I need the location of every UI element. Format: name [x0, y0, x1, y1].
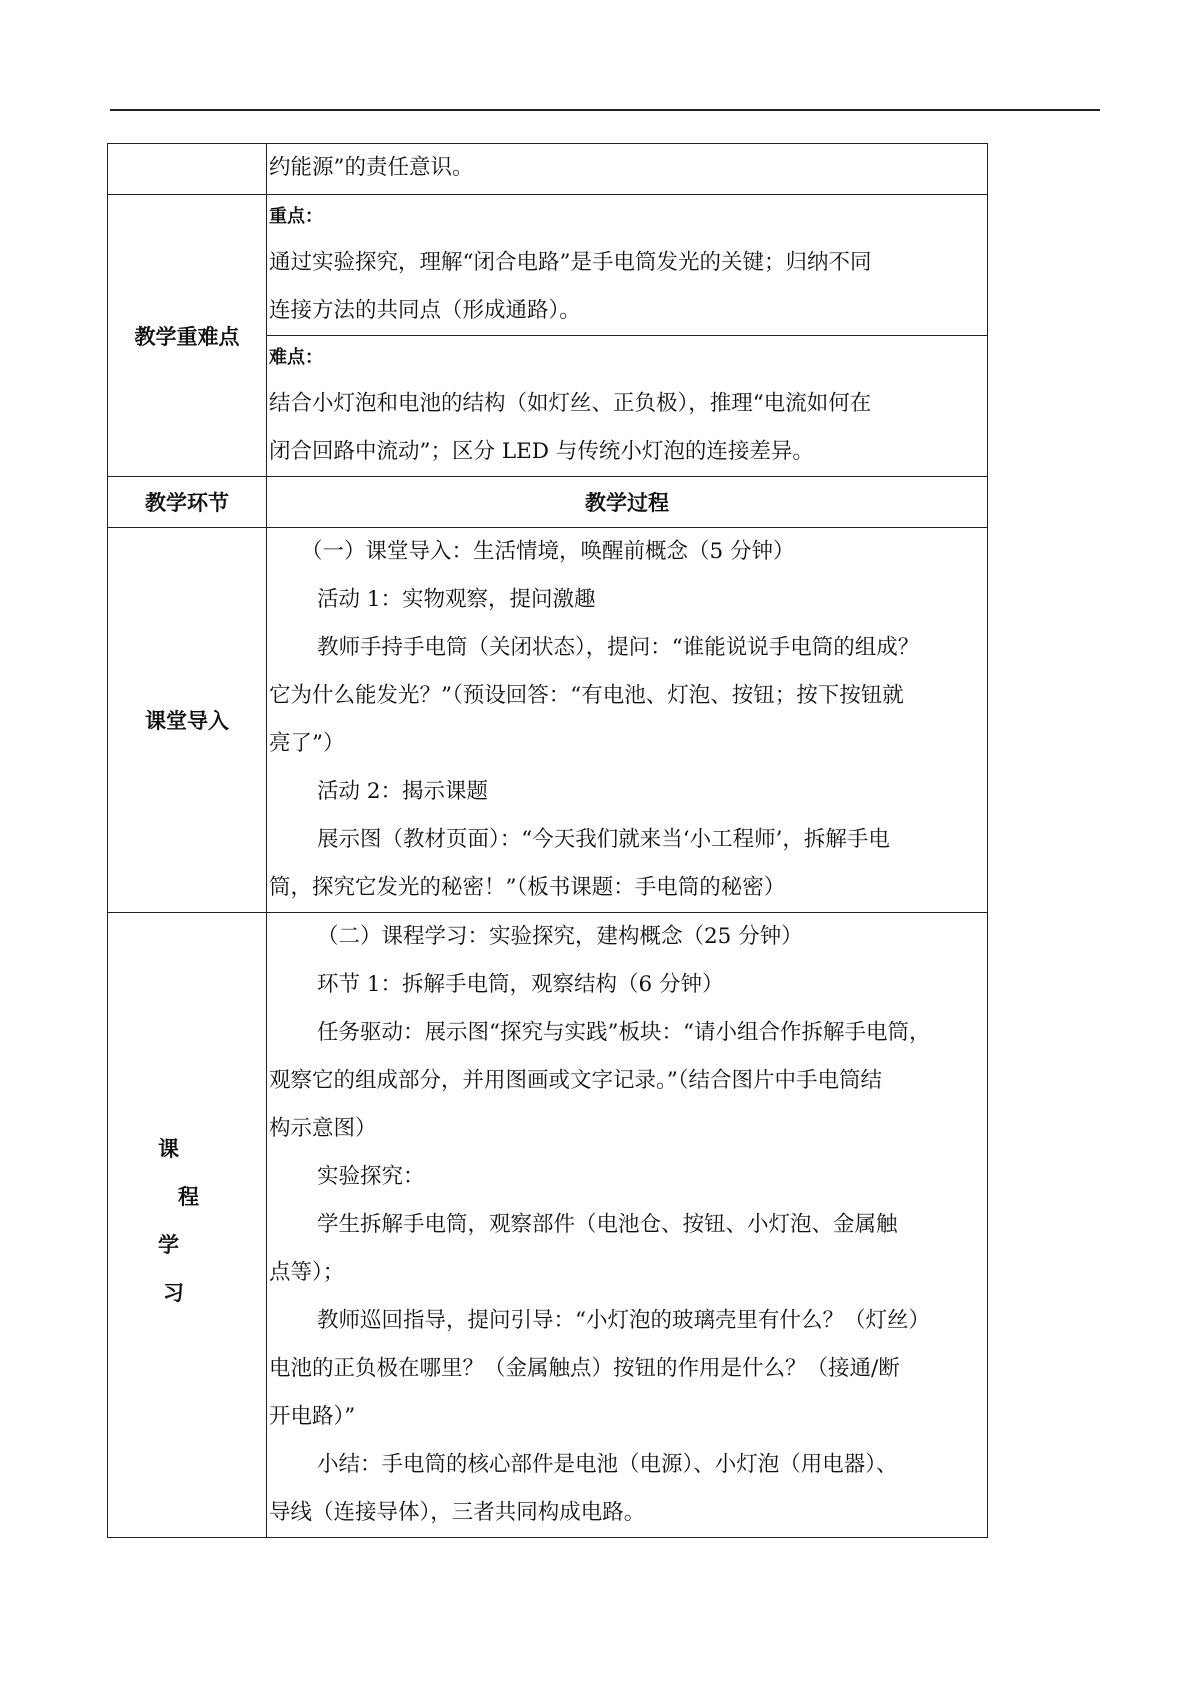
content-cell: [267, 195, 988, 336]
paragraph: 观察它的组成部分，并用图画或文字记录。”（结合图片中手电筒结: [269, 1068, 882, 1093]
paragraph: 电池的正负极在哪里？（金属触点）按钮的作用是什么？（接通/断: [269, 1356, 900, 1381]
paragraph: 实验探究：: [317, 1164, 425, 1189]
row-label: 课堂导入: [108, 528, 267, 913]
content-cell: [267, 336, 988, 477]
paragraph: 点等）；: [269, 1260, 345, 1285]
paragraph: 活动 1：实物观察，提问激趣: [317, 587, 596, 612]
label-char: 程: [178, 1185, 199, 1209]
paragraph: 连接方法的共同点（形成通路）。: [269, 298, 581, 323]
row-label: [108, 913, 267, 1538]
lesson-plan-table: [107, 143, 988, 1538]
content-cell: [267, 913, 988, 1538]
table-row: [108, 528, 988, 913]
column-header: 教学环节: [108, 477, 267, 528]
paragraph: 活动 2：揭示课题: [317, 779, 489, 804]
paragraph: 筒，探究它发光的秘密！”（板书课题：手电筒的秘密）: [269, 875, 786, 900]
paragraph: （二）课程学习：实验探究，建构概念（25 分钟）: [317, 924, 803, 949]
label-char: 学: [158, 1233, 179, 1257]
subheading: 难点：: [269, 347, 323, 368]
paragraph: 环节 1：拆解手电筒，观察结构（6 分钟）: [317, 972, 724, 997]
table-row: [108, 144, 988, 195]
header-rule: [110, 109, 1100, 111]
paragraph: 学生拆解手电筒，观察部件（电池仓、按钮、小灯泡、金属触: [317, 1212, 898, 1237]
paragraph: 展示图（教材页面）：“今天我们就来当‘小工程师’，拆解手电: [317, 827, 890, 852]
paragraph: 开电路）”: [269, 1404, 356, 1429]
paragraph: 构示意图）: [269, 1116, 377, 1141]
label-char: 课: [158, 1137, 179, 1161]
paragraph: 任务驱动：展示图“探究与实践”板块：“请小组合作拆解手电筒，: [317, 1020, 931, 1045]
table-row: [108, 913, 988, 1538]
column-header: 教学过程: [267, 477, 988, 528]
row-label: 教学重难点: [108, 195, 267, 477]
paragraph: 结合小灯泡和电池的结构（如灯丝、正负极），推理“电流如何在: [269, 391, 872, 416]
paragraph: 教师巡回指导，提问引导：“小灯泡的玻璃壳里有什么？（灯丝）: [317, 1308, 930, 1333]
label-char: 习: [163, 1281, 184, 1305]
paragraph: 亮了”）: [269, 731, 345, 756]
paragraph: 导线（连接导体），三者共同构成电路。: [269, 1500, 646, 1525]
table-row: [108, 477, 988, 528]
content-cell: [267, 144, 988, 195]
paragraph: 教师手持手电筒（关闭状态），提问：“谁能说说手电筒的组成？: [317, 635, 920, 660]
paragraph: 闭合回路中流动”；区分 LED 与传统小灯泡的连接差异。: [269, 439, 814, 464]
subheading: 重点：: [269, 206, 323, 227]
paragraph: 小结：手电筒的核心部件是电池（电源）、小灯泡（用电器）、: [317, 1452, 898, 1477]
paragraph: （一）课堂导入：生活情境，唤醒前概念（5 分钟）: [301, 539, 795, 564]
paragraph: 它为什么能发光？”（预设回答：“有电池、灯泡、按钮；按下按钮就: [269, 683, 904, 708]
paragraph: 通过实验探究，理解“闭合电路”是手电筒发光的关键；归纳不同: [269, 250, 872, 275]
content-cell: [267, 528, 988, 913]
empty-label-cell: [108, 144, 267, 195]
vertical-label: [108, 1125, 266, 1325]
paragraph: 约能源”的责任意识。: [269, 155, 474, 180]
table-row: [108, 195, 988, 336]
